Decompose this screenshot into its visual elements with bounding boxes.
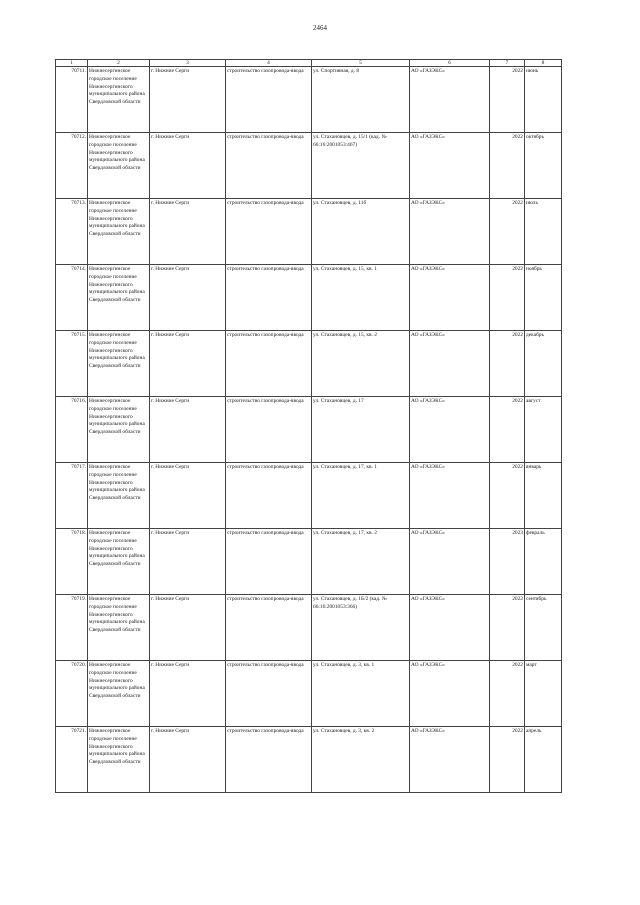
work-type-cell: строительство газопровода-ввода	[226, 67, 312, 133]
work-type-cell: строительство газопровода-ввода	[226, 265, 312, 331]
locality-cell: г. Нижние Серги	[150, 595, 226, 661]
organization-cell: АО «ГАЗЭКС»	[410, 397, 490, 463]
table-row	[56, 331, 562, 397]
municipality-cell: Нижнесергинское городское поселение Нижнесергинского муниципального района Свердловской области	[88, 67, 150, 133]
table-row	[56, 133, 562, 199]
municipality-cell: Нижнесергинское городское поселение Нижнесергинского муниципального района Свердловской области	[88, 529, 150, 595]
address-cell: ул. Стахановцев, д. 3, кв. 2	[312, 727, 410, 793]
year-cell: 2022	[490, 265, 525, 331]
row-number: 70720.	[56, 661, 88, 727]
year-cell: 2023	[490, 529, 525, 595]
municipality-cell: Нижнесергинское городское поселение Нижнесергинского муниципального района Свердловской области	[88, 727, 150, 793]
organization-cell: АО «ГАЗЭКС»	[410, 727, 490, 793]
table-row	[56, 661, 562, 727]
month-cell: февраль	[525, 529, 562, 595]
column-header: 3	[150, 60, 226, 67]
work-type-cell: строительство газопровода-ввода	[226, 463, 312, 529]
locality-cell: г. Нижние Серги	[150, 661, 226, 727]
month-cell: декабрь	[525, 331, 562, 397]
year-cell: 2022	[490, 331, 525, 397]
locality-cell: г. Нижние Серги	[150, 133, 226, 199]
page-number: 2464	[313, 24, 327, 32]
organization-cell: АО «ГАЗЭКС»	[410, 661, 490, 727]
year-cell: 2022	[490, 661, 525, 727]
column-header: 2	[88, 60, 150, 67]
year-cell: 2022	[490, 133, 525, 199]
column-header: 8	[525, 60, 562, 67]
organization-cell: АО «ГАЗЭКС»	[410, 529, 490, 595]
row-number: 70718.	[56, 529, 88, 595]
table-row	[56, 727, 562, 793]
column-header: 1	[56, 60, 88, 67]
column-header: 5	[312, 60, 410, 67]
address-cell: ул. Стахановцев, д. 15, кв. 2	[312, 331, 410, 397]
column-header: 4	[226, 60, 312, 67]
organization-cell: АО «ГАЗЭКС»	[410, 595, 490, 661]
locality-cell: г. Нижние Серги	[150, 331, 226, 397]
address-cell: ул. Стахановцев, д. 17	[312, 397, 410, 463]
locality-cell: г. Нижние Серги	[150, 265, 226, 331]
table-row	[56, 529, 562, 595]
address-cell: ул. Спортивная, д. 8	[312, 67, 410, 133]
municipality-cell: Нижнесергинское городское поселение Нижнесергинского муниципального района Свердловской области	[88, 265, 150, 331]
municipality-cell: Нижнесергинское городское поселение Нижнесергинского муниципального района Свердловской области	[88, 463, 150, 529]
month-cell: октябрь	[525, 133, 562, 199]
locality-cell: г. Нижние Серги	[150, 199, 226, 265]
month-cell: июль	[525, 199, 562, 265]
row-number: 70716.	[56, 397, 88, 463]
month-cell: март	[525, 661, 562, 727]
month-cell: ноябрь	[525, 265, 562, 331]
organization-cell: АО «ГАЗЭКС»	[410, 133, 490, 199]
locality-cell: г. Нижние Серги	[150, 727, 226, 793]
locality-cell: г. Нижние Серги	[150, 67, 226, 133]
table-row	[56, 595, 562, 661]
work-type-cell: строительство газопровода-ввода	[226, 529, 312, 595]
year-cell: 2022	[490, 463, 525, 529]
work-type-cell: строительство газопровода-ввода	[226, 331, 312, 397]
work-type-cell: строительство газопровода-ввода	[226, 727, 312, 793]
year-cell: 2022	[490, 67, 525, 133]
month-cell: сентябрь	[525, 595, 562, 661]
locality-cell: г. Нижние Серги	[150, 397, 226, 463]
column-header: 7	[490, 60, 525, 67]
municipality-cell: Нижнесергинское городское поселение Нижнесергинского муниципального района Свердловской области	[88, 397, 150, 463]
work-type-cell: строительство газопровода-ввода	[226, 199, 312, 265]
table-row	[56, 463, 562, 529]
address-cell: ул. Стахановцев, д. 1Б/2 (кад. № 66:16:2001053:366)	[312, 595, 410, 661]
address-cell: ул. Стахановцев, д. 3, кв. 1	[312, 661, 410, 727]
gasification-table	[55, 59, 562, 793]
year-cell: 2022	[490, 199, 525, 265]
organization-cell: АО «ГАЗЭКС»	[410, 331, 490, 397]
row-number: 70719.	[56, 595, 88, 661]
row-number: 70711.	[56, 67, 88, 133]
row-number: 70714.	[56, 265, 88, 331]
address-cell: ул. Стахановцев, д. 11б	[312, 199, 410, 265]
municipality-cell: Нижнесергинское городское поселение Нижнесергинского муниципального района Свердловской области	[88, 199, 150, 265]
work-type-cell: строительство газопровода-ввода	[226, 397, 312, 463]
column-header: 6	[410, 60, 490, 67]
organization-cell: АО «ГАЗЭКС»	[410, 265, 490, 331]
work-type-cell: строительство газопровода-ввода	[226, 133, 312, 199]
organization-cell: АО «ГАЗЭКС»	[410, 463, 490, 529]
work-type-cell: строительство газопровода-ввода	[226, 595, 312, 661]
locality-cell: г. Нижние Серги	[150, 463, 226, 529]
month-cell: январь	[525, 463, 562, 529]
table-row	[56, 67, 562, 133]
municipality-cell: Нижнесергинское городское поселение Нижнесергинского муниципального района Свердловской области	[88, 595, 150, 661]
address-cell: ул. Стахановцев, д. 15, кв. 1	[312, 265, 410, 331]
row-number: 70715.	[56, 331, 88, 397]
row-number: 70713.	[56, 199, 88, 265]
month-cell: апрель	[525, 727, 562, 793]
locality-cell: г. Нижние Серги	[150, 529, 226, 595]
header-row	[56, 60, 562, 67]
row-number: 70717.	[56, 463, 88, 529]
municipality-cell: Нижнесергинское городское поселение Нижнесергинского муниципального района Свердловской области	[88, 661, 150, 727]
address-cell: ул. Стахановцев, д. 15/1 (кад. № 66:16:2001053:467)	[312, 133, 410, 199]
work-type-cell: строительство газопровода-ввода	[226, 661, 312, 727]
address-cell: ул. Стахановцев, д. 17, кв. 2	[312, 529, 410, 595]
year-cell: 2022	[490, 397, 525, 463]
table-row	[56, 397, 562, 463]
organization-cell: АО «ГАЗЭКС»	[410, 199, 490, 265]
address-cell: ул. Стахановцев, д. 17, кв. 1	[312, 463, 410, 529]
row-number: 70712.	[56, 133, 88, 199]
table-row	[56, 199, 562, 265]
month-cell: июнь	[525, 67, 562, 133]
organization-cell: АО «ГАЗЭКС»	[410, 67, 490, 133]
municipality-cell: Нижнесергинское городское поселение Нижнесергинского муниципального района Свердловской области	[88, 133, 150, 199]
year-cell: 2022	[490, 727, 525, 793]
month-cell: август	[525, 397, 562, 463]
row-number: 70721.	[56, 727, 88, 793]
year-cell: 2022	[490, 595, 525, 661]
table-row	[56, 265, 562, 331]
municipality-cell: Нижнесергинское городское поселение Нижнесергинского муниципального района Свердловской области	[88, 331, 150, 397]
